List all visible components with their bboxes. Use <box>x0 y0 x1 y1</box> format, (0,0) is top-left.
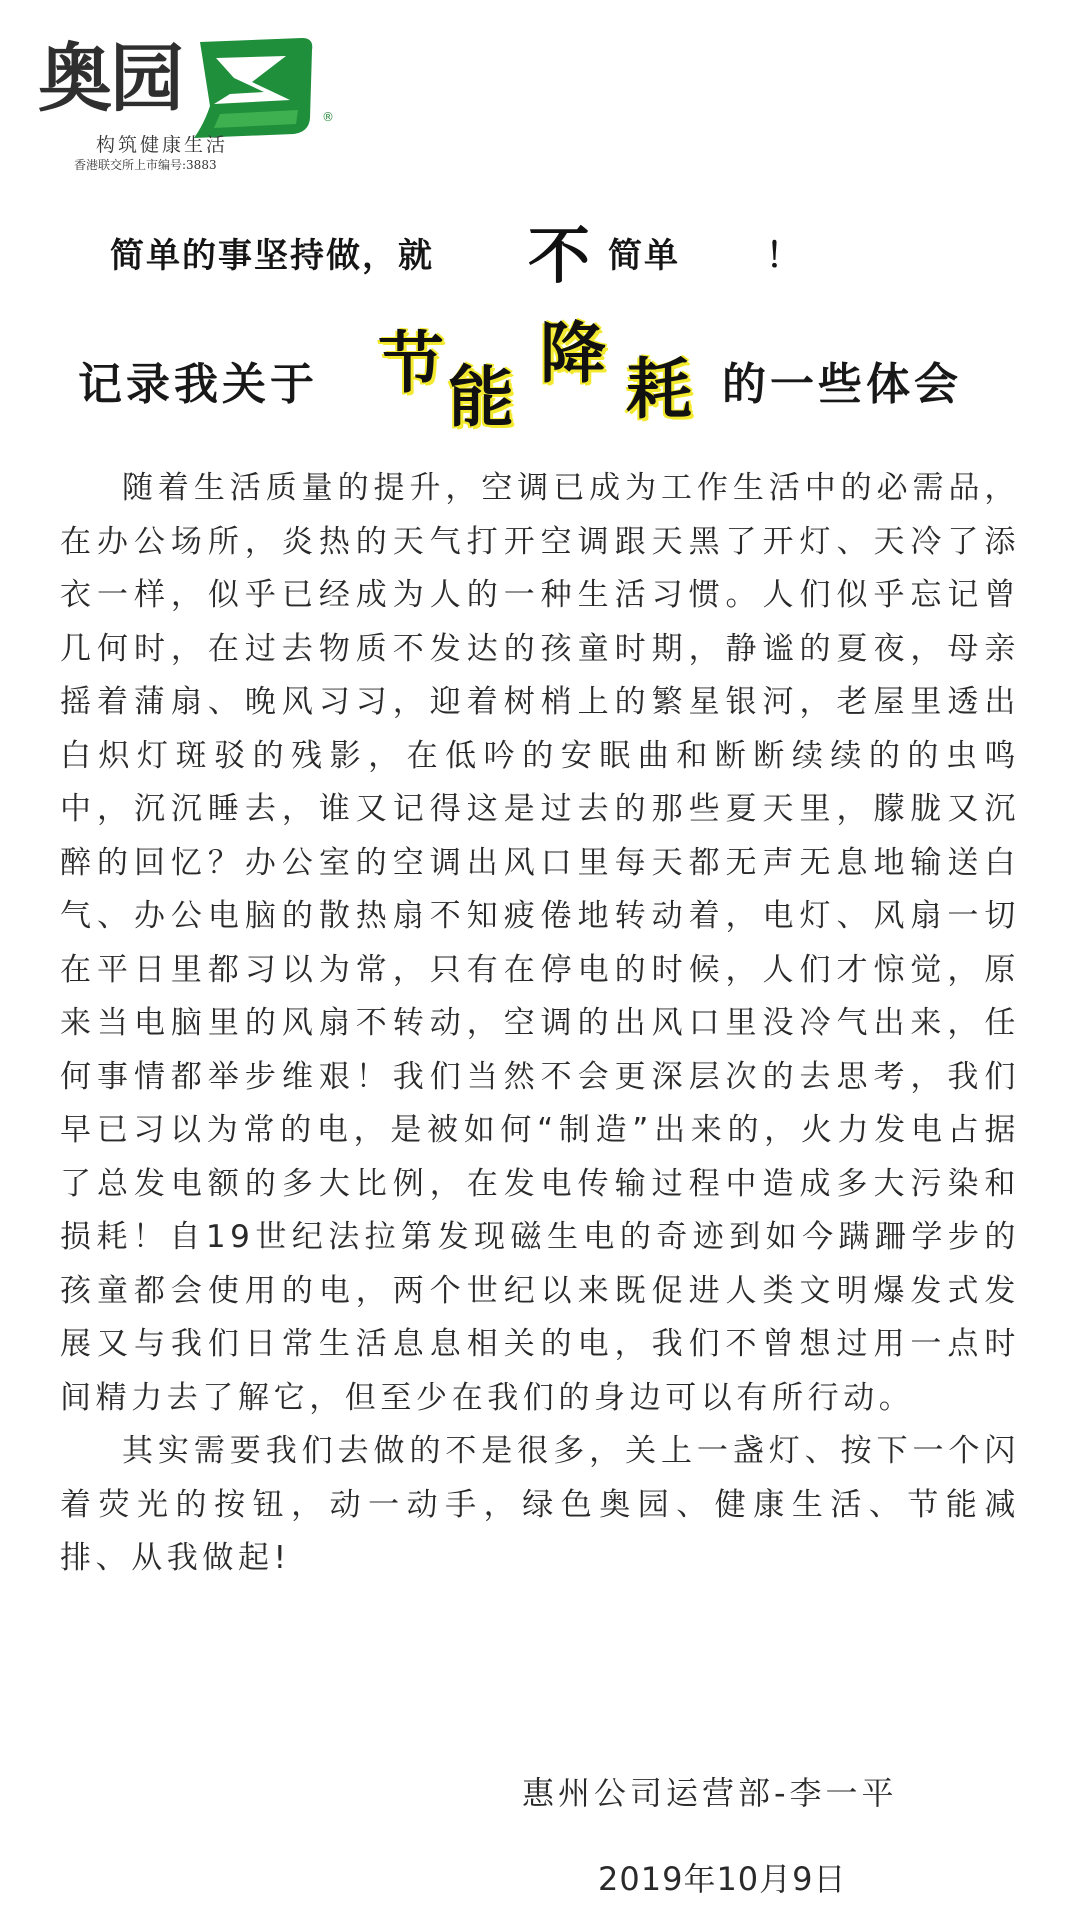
body-paragraph-1: 随着生活质量的提升，空调已成为工作生活中的必需品，在办公场所，炎热的天气打开空调跟天黑了开灯、天冷了添衣一样，似乎已经成为人的一种生活习惯。人们似乎忘记曾几何时，在过去物质不发达的孩童时期，静谧的夏夜，母亲摇着蒲扇、晚风习习，迎着树梢上的繁星银河，老屋里透出白炽灯斑驳的残影，在低吟的安眠曲和断断续续的的虫鸣中，沉沉睡去，谁又记得这是过去的那些夏天里，朦胧又沉醉的回忆？办公室的空调出风口里每天都无声无息地输送白气、办公电脑的散热扇不知疲倦地转动着，电灯、风扇一切在平日里都习以为常，只有在停电的时候，人们才惊觉，原来当电脑里的风扇不转动，空调的出风口里没冷气出来，任何事情都举步维艰！我们当然不会更深层次的去思考，我们早已习以为常的电，是被如何“制造”出来的，火力发电占据了总发电额的多大比例，在发电传输过程中造成多大污染和损耗！自19世纪法拉第发现磁生电的奇迹到如今蹒跚学步的孩童都会使用的电，两个世纪以来既促进人类文明爆发式发展又与我们日常生活息息相关的电，我们不曾想过用一点时间精力去了解它，但至少在我们的身边可以有所行动。 <box>60 470 1020 1416</box>
headline-1-part1: 简单的事坚持做，就 <box>110 236 434 276</box>
publish-date: 2019年10月9日 <box>598 1860 847 1898</box>
headline-1-part2: 简单 <box>608 236 680 276</box>
highlight-char: 耗 <box>626 351 692 428</box>
highlight-char: 能 <box>448 359 514 436</box>
registered-mark: ® <box>322 110 334 124</box>
company-logo <box>38 30 334 172</box>
headline-primary <box>110 206 1010 292</box>
logo-slogan: 构筑健康生活 <box>96 134 229 156</box>
headline-2-part1: 记录我关于 <box>78 359 318 410</box>
article-body <box>60 462 1020 1586</box>
highlight-char: 节 <box>378 325 444 402</box>
body-paragraph-2: 其实需要我们去做的不是很多，关上一盏灯、按下一个闪着荧光的按钮，动一动手，绿色奥园、健康生活、节能减排、从我做起! <box>60 1433 1020 1576</box>
headline-2-part2: 的一些体会 <box>722 359 962 410</box>
logo-wordmark: 奥园 <box>38 36 182 122</box>
headline-secondary <box>78 300 1038 436</box>
logo-listing-number: 香港联交所上市编号:3883 <box>74 158 217 172</box>
highlight-char: 降 <box>540 315 606 392</box>
headline-1-exclamation: ！ <box>766 236 802 276</box>
author-signature: 惠州公司运营部-李一平 <box>522 1774 898 1812</box>
aoyuan-green-arrow-icon <box>190 36 318 140</box>
headline-1-emphasis: 不 <box>528 219 591 292</box>
